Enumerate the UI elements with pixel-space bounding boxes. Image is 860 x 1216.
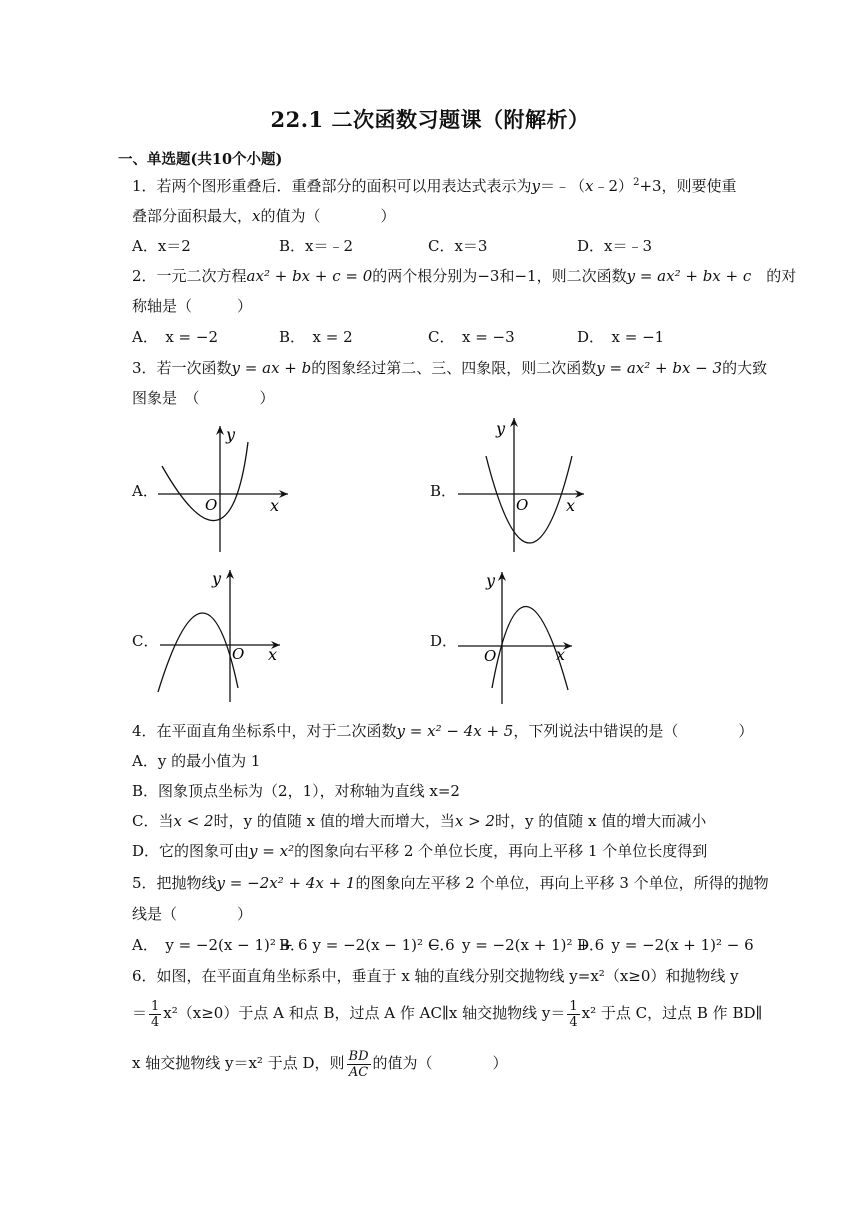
frac-num: 1 xyxy=(569,998,578,1014)
q2-function: y = ax² + bx + c xyxy=(626,267,752,285)
graph-b xyxy=(452,410,592,560)
q2-equation: ax² + bx + c = 0 xyxy=(246,267,373,285)
q2-text-d: ，则二次函数 xyxy=(536,267,627,285)
q1-text-2c: 的值为（ ） xyxy=(260,207,396,225)
q1-text-e: ﹣2） xyxy=(593,177,634,195)
y-label: y xyxy=(486,571,496,590)
q3-line1 xyxy=(132,358,767,378)
q2-text-a: 2．一元二次方程 xyxy=(132,267,247,285)
q6-line2 xyxy=(132,996,762,1030)
q1-text-a: 1．若两个图形重叠后．重叠部分的面积可以用表达式表示为 xyxy=(132,177,532,195)
q4-c-ineq2: x > 2 xyxy=(454,812,495,830)
y-label: y xyxy=(212,569,222,588)
q5-text-a: 5．把抛物线 xyxy=(132,874,217,892)
q2-text-b: 的两个根分别为 xyxy=(372,267,478,285)
q1-line2 xyxy=(132,206,396,226)
q1-text-c: ＝﹣（ xyxy=(540,177,586,195)
q2-root1: −3 xyxy=(477,267,500,285)
q4-function: y = x² − 4x + 5 xyxy=(396,722,514,740)
frac-den: 4 xyxy=(151,1014,160,1030)
q6-fraction-bd-ac xyxy=(347,1049,371,1080)
q4-c-ineq1: x < 2 xyxy=(173,812,214,830)
q3-label-b: B． xyxy=(430,482,457,500)
graph-c xyxy=(150,566,290,706)
q2-option-b: B． x = 2 xyxy=(279,328,353,346)
q3-text-b: 的图象经过第二、三、四象限，则二次函数 xyxy=(311,359,597,377)
q4-c-text1: C．当 xyxy=(132,812,174,830)
q3-label-d: D． xyxy=(430,632,458,650)
q1-line1 xyxy=(132,176,737,196)
origin-label: O xyxy=(516,496,529,514)
q4-d-eq: y = x² xyxy=(249,842,295,860)
q3-text-a: 3．若一次函数 xyxy=(132,359,232,377)
q6-text-2c: x² 于点 C，过点 B 作 BD∥ xyxy=(581,1004,763,1022)
q6-text-3a: x 轴交抛物线 y＝x² 于点 D，则 xyxy=(132,1054,345,1072)
q3-label-a: A． xyxy=(132,482,158,500)
q3-text-c: 的大致 xyxy=(722,359,768,377)
q6-line1: 6．如图，在平面直角坐标系中，垂直于 x 轴的直线分别交抛物线 y=x²（x≥0）和抛物线 y xyxy=(132,967,739,985)
q4-option-c xyxy=(132,811,706,831)
q4-line1 xyxy=(132,721,753,741)
q4-text-a: 4．在平面直角坐标系中，对于二次函数 xyxy=(132,722,397,740)
q6-fraction-quarter-2 xyxy=(567,999,579,1030)
q4-option-d xyxy=(132,841,707,861)
q1-var-x2: x xyxy=(252,207,261,225)
frac2-den: AC xyxy=(348,1064,369,1080)
parabola-curve xyxy=(158,613,238,692)
q5-option-c: C． y = −2(x + 1)² + 6 xyxy=(428,936,605,954)
q3-line2: 图象是 （ ） xyxy=(132,389,275,407)
x-label: x xyxy=(270,496,280,515)
q5-function: y = −2x² + 4x + 1 xyxy=(216,874,356,892)
q1-option-a: A．x＝2 xyxy=(132,237,191,255)
q4-c-text3: 时，y 的值随 x 值的增大而减小 xyxy=(494,812,707,830)
q6-text-3b: 的值为（ ） xyxy=(372,1054,508,1072)
x-label: x xyxy=(268,645,278,664)
q3-quadratic: y = ax² + bx − 3 xyxy=(596,359,723,377)
origin-label: O xyxy=(205,496,218,514)
q1-text-g: +3，则要使重 xyxy=(639,177,737,195)
q5-line2: 线是（ ） xyxy=(132,905,253,923)
q1-var-y: y xyxy=(531,177,541,195)
x-label: x xyxy=(566,496,576,515)
q6-fraction-quarter xyxy=(149,999,161,1030)
q4-text-b: ，下列说法中错误的是（ ） xyxy=(513,722,754,740)
q2-line1 xyxy=(132,266,796,286)
graph-d xyxy=(452,568,592,708)
q4-option-a: A．y 的最小值为 1 xyxy=(132,752,261,770)
q2-text-c: 和 xyxy=(499,267,515,285)
q4-d-text1: D．它的图象可由 xyxy=(132,842,250,860)
page-title: 22.1 二次函数习题课（附解析） xyxy=(270,107,590,132)
q5-option-b: B． y = −2(x − 1)² − 6 xyxy=(279,936,455,954)
q1-text-2a: 叠部分面积最大， xyxy=(132,207,253,225)
frac-num: 1 xyxy=(151,998,160,1014)
frac-den: 4 xyxy=(569,1014,578,1030)
q6-text-2b: x²（x≥0）于点 A 和点 B，过点 A 作 AC∥x 轴交抛物线 y＝ xyxy=(163,1004,566,1022)
q1-var-x: x xyxy=(585,177,594,195)
q4-c-text2: 时，y 的值随 x 值的增大而增大，当 xyxy=(213,812,455,830)
origin-label: O xyxy=(484,647,497,665)
q2-option-d: D． x = −1 xyxy=(577,328,665,346)
y-label: y xyxy=(226,425,236,444)
q5-text-b: 的图象向左平移 2 个单位，再向上平移 3 个单位，所得的抛物 xyxy=(355,874,769,892)
q2-text-e: 的对 xyxy=(751,267,797,285)
q4-d-text2: 的图象向右平移 2 个单位长度，再向上平移 1 个单位长度得到 xyxy=(294,842,708,860)
y-label: y xyxy=(496,419,506,438)
q2-option-c: C． x = −3 xyxy=(428,328,515,346)
q5-line1 xyxy=(132,873,769,893)
q3-linear: y = ax + b xyxy=(231,359,312,377)
q6-line3 xyxy=(132,1046,508,1080)
frac2-num: BD xyxy=(348,1048,369,1064)
origin-label: O xyxy=(232,645,245,663)
q5-option-a: A． y = −2(x − 1)² + 6 xyxy=(132,936,308,954)
q1-option-c: C．x＝3 xyxy=(428,237,488,255)
q3-label-c: C． xyxy=(132,632,159,650)
q2-root2: −1 xyxy=(514,267,537,285)
q6-text-2a: ＝ xyxy=(132,1004,148,1022)
x-label: x xyxy=(556,645,566,664)
q4-option-b: B．图象顶点坐标为（2，1），对称轴为直线 x=2 xyxy=(132,782,460,800)
q2-option-a: A． x = −2 xyxy=(132,328,219,346)
section-heading: 一、单选题(共10个小题) xyxy=(118,151,283,168)
q5-option-d: D． y = −2(x + 1)² − 6 xyxy=(577,936,754,954)
graph-a xyxy=(150,418,300,558)
q1-exp: 2 xyxy=(633,177,640,188)
q1-option-b: B．x＝﹣2 xyxy=(279,237,354,255)
q1-option-d: D．x＝﹣3 xyxy=(577,237,653,255)
parabola-curve xyxy=(486,456,572,543)
q2-line2: 称轴是（ ） xyxy=(132,297,253,315)
